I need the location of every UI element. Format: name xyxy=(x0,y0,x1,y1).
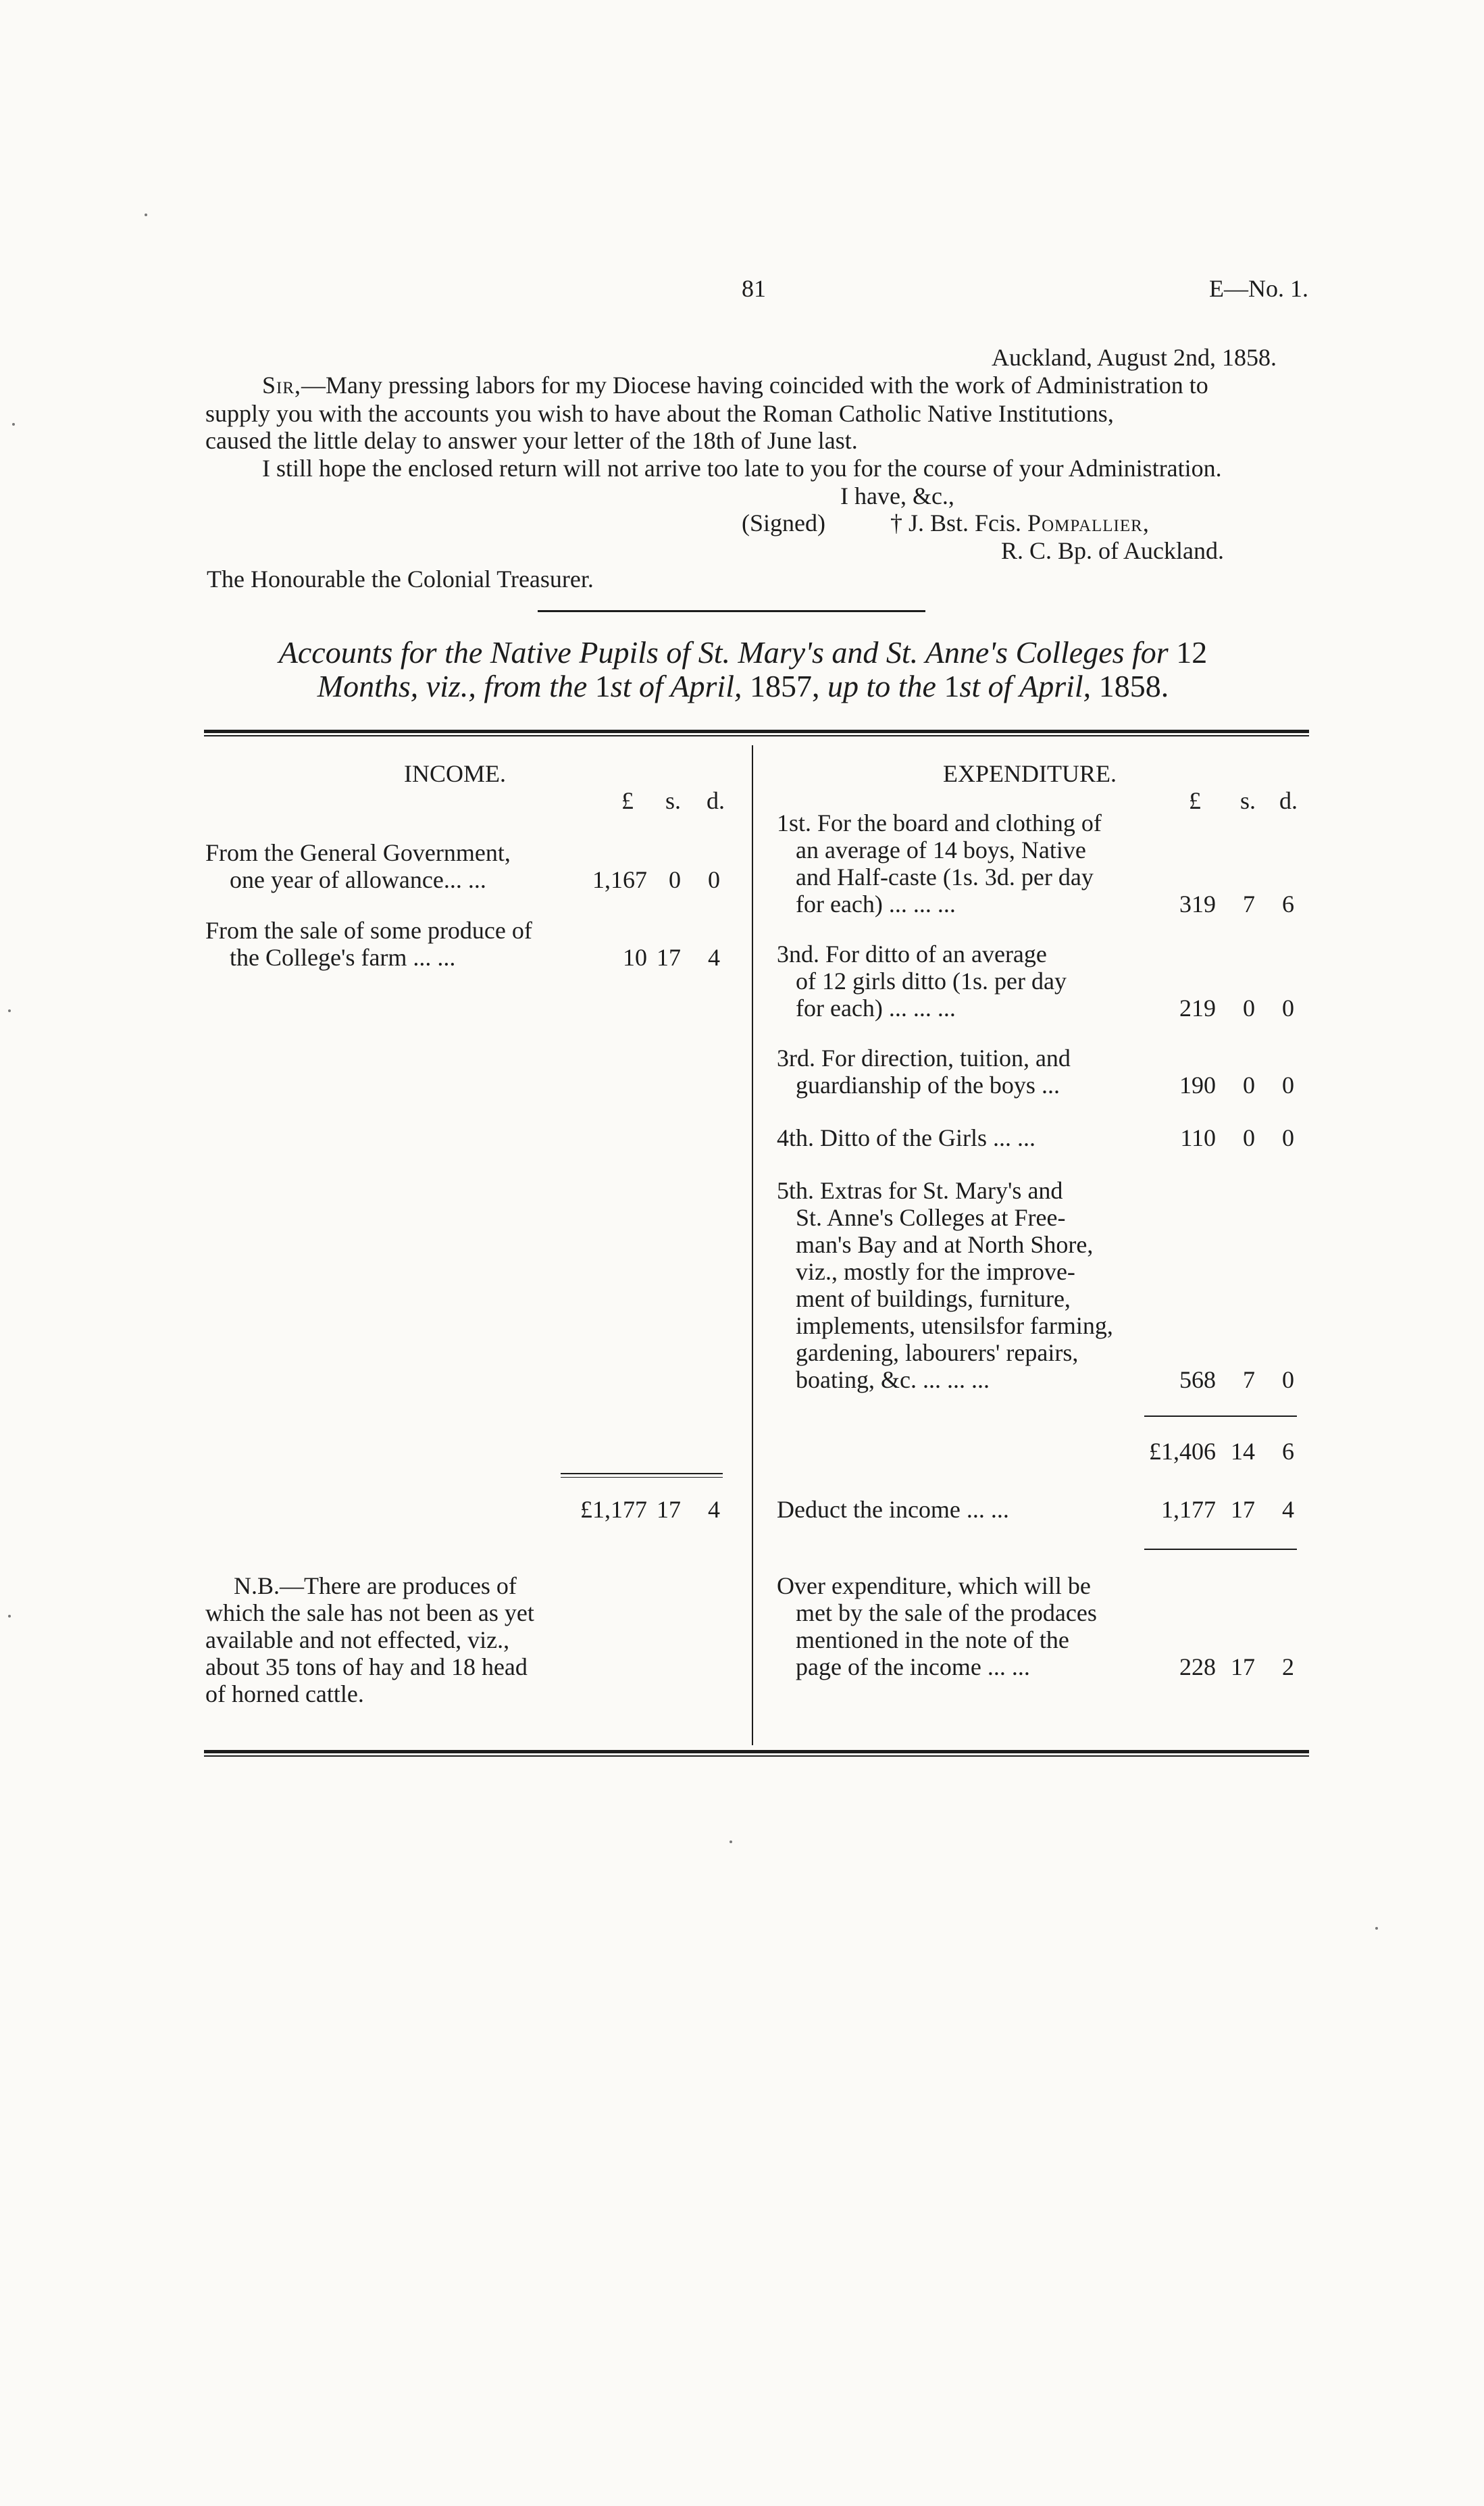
expenditure-item-3-shillings: 0 xyxy=(1243,1072,1255,1099)
scan-speck xyxy=(8,1009,11,1012)
addressee: The Honourable the Colonial Treasurer. xyxy=(207,566,594,593)
expenditure-item-1-pence: 6 xyxy=(1282,891,1294,918)
income-item-1-line-1: From the General Government, xyxy=(205,839,511,866)
scan-speck xyxy=(1375,1927,1378,1930)
expenditure-item-2-line: 3nd. For ditto of an average xyxy=(777,941,1047,968)
expenditure-item-1-line: for each) ... ... ... xyxy=(796,891,956,918)
income-note-line: available and not effected, viz., xyxy=(205,1626,510,1653)
letter-line-3: caused the little delay to answer your letter of the 18th of June last. xyxy=(205,427,858,454)
expenditure-item-5-pounds: 568 xyxy=(1179,1366,1216,1393)
letter-closing: I have, &c., xyxy=(840,482,954,509)
expenditure-item-5-line: boating, &c. ... ... ... xyxy=(796,1366,990,1393)
deduct-income-shillings: 17 xyxy=(1231,1496,1255,1523)
over-expenditure-line: page of the income ... ... xyxy=(796,1653,1030,1680)
expenditure-item-2-line: of 12 girls ditto (1s. per day xyxy=(796,968,1067,995)
signed-label: (Signed) xyxy=(742,509,825,536)
income-item-2-line-1: From the sale of some produce of xyxy=(205,917,532,944)
expenditure-item-2-shillings: 0 xyxy=(1243,995,1255,1022)
expenditure-item-2-pence: 0 xyxy=(1282,995,1294,1022)
expenditure-item-5-line: St. Anne's Colleges at Free- xyxy=(796,1204,1066,1231)
expenditure-col-pence: d. xyxy=(1279,787,1298,814)
income-col-shillings: s. xyxy=(665,787,682,814)
letter-line-2: supply you with the accounts you wish to have about the Roman Catholic Native Institutions, xyxy=(205,400,1114,427)
letter-place-date: Auckland, August 2nd, 1858. xyxy=(992,344,1277,371)
income-item-2-shillings: 17 xyxy=(657,944,681,971)
expenditure-item-5-line: gardening, labourers' repairs, xyxy=(796,1339,1079,1366)
expenditure-item-1-line: and Half-caste (1s. 3d. per day xyxy=(796,863,1094,891)
income-total-rule-thin xyxy=(561,1477,723,1478)
page-number: 81 xyxy=(742,275,766,302)
scan-speck xyxy=(8,1615,11,1618)
expenditure-item-3-line: guardianship of the boys ... xyxy=(796,1072,1060,1099)
scan-speck xyxy=(730,1840,732,1843)
signature-name: Pompallier, xyxy=(1027,509,1150,536)
expenditure-item-4-shillings: 0 xyxy=(1243,1124,1255,1151)
income-col-pounds: £ xyxy=(621,787,634,814)
expenditure-item-1-line: 1st. For the board and clothing of xyxy=(777,809,1102,836)
expenditure-item-3-pounds: 190 xyxy=(1179,1072,1216,1099)
expenditure-item-1-line: an average of 14 boys, Native xyxy=(796,836,1086,863)
expenditure-total-rule xyxy=(1144,1415,1297,1417)
expenditure-item-2-line: for each) ... ... ... xyxy=(796,995,956,1022)
title-separator-rule xyxy=(538,610,925,612)
expenditure-heading: EXPENDITURE. xyxy=(943,760,1117,787)
expenditure-item-5-line: implements, utensilsfor farming, xyxy=(796,1312,1113,1339)
expenditure-item-5-shillings: 7 xyxy=(1243,1366,1255,1393)
scan-speck xyxy=(12,423,15,426)
income-item-1-pence: 0 xyxy=(708,866,720,893)
accounts-title-line-1: Accounts for the Native Pupils of St. Mary's and St. Anne's Colleges for 12 xyxy=(278,635,1208,670)
scan-speck xyxy=(145,214,147,216)
income-item-2-pence: 4 xyxy=(708,944,720,971)
signature-prefix: † J. Bst. Fcis. xyxy=(890,509,1022,536)
income-col-pence: d. xyxy=(707,787,725,814)
signature-title: R. C. Bp. of Auckland. xyxy=(1001,537,1224,564)
expenditure-item-4-pence: 0 xyxy=(1282,1124,1294,1151)
income-item-2-pounds: 10 xyxy=(623,944,647,971)
expenditure-item-3-pence: 0 xyxy=(1282,1072,1294,1099)
expenditure-item-4-line: 4th. Ditto of the Girls ... ... xyxy=(777,1124,1035,1151)
expenditure-item-1-pounds: 319 xyxy=(1179,891,1216,918)
letter-salutation: Sir, xyxy=(262,372,302,399)
expenditure-item-5-line: man's Bay and at North Shore, xyxy=(796,1231,1094,1258)
signature-line xyxy=(890,508,1150,538)
expenditure-item-5-pence: 0 xyxy=(1282,1366,1294,1393)
income-note-line: of horned cattle. xyxy=(205,1680,364,1707)
letter-first-line xyxy=(262,370,1208,400)
expenditure-item-1-shillings: 7 xyxy=(1243,891,1255,918)
table-bottom-rule-thin xyxy=(204,1755,1309,1757)
table-column-divider xyxy=(752,745,753,1745)
expenditure-item-5-line: viz., mostly for the improve- xyxy=(796,1258,1075,1285)
expenditure-total-pence: 6 xyxy=(1282,1438,1294,1465)
income-note-line: about 35 tons of hay and 18 head xyxy=(205,1653,528,1680)
letter-line-1: —Many pressing labors for my Diocese having coincided with the work of Administration to xyxy=(301,372,1208,399)
income-item-1-line-2: one year of allowance... ... xyxy=(230,866,486,893)
deduct-income-pounds: 1,177 xyxy=(1161,1496,1216,1523)
expenditure-col-pounds: £ xyxy=(1189,787,1201,814)
income-note-line: N.B.—There are produces of xyxy=(234,1572,517,1599)
over-expenditure-shillings: 17 xyxy=(1231,1653,1255,1680)
income-total-pence: 4 xyxy=(708,1496,720,1523)
over-expenditure-rule xyxy=(1144,1549,1297,1550)
expenditure-total-pounds: £1,406 xyxy=(1149,1438,1216,1465)
over-expenditure-pence: 2 xyxy=(1282,1653,1294,1680)
income-item-1-pounds: 1,167 xyxy=(592,866,647,893)
letter-line-4: I still hope the enclosed return will not arrive too late to you for the course of your Administration. xyxy=(262,455,1222,482)
income-item-1-shillings: 0 xyxy=(669,866,681,893)
expenditure-item-5-line: 5th. Extras for St. Mary's and xyxy=(777,1177,1063,1204)
income-item-2-line-2: the College's farm ... ... xyxy=(230,944,456,971)
expenditure-item-4-pounds: 110 xyxy=(1180,1124,1216,1151)
income-total-rule xyxy=(561,1473,723,1474)
document-reference: E—No. 1. xyxy=(1209,275,1308,302)
accounts-title-line-2: Months, viz., from the 1st of April, 1857, up to the 1st of April, 1858. xyxy=(317,669,1169,703)
table-top-rule-thin xyxy=(204,735,1309,736)
table-top-rule xyxy=(204,730,1309,733)
over-expenditure-pounds: 228 xyxy=(1179,1653,1216,1680)
income-note-line: which the sale has not been as yet xyxy=(205,1599,534,1626)
over-expenditure-line: Over expenditure, which will be xyxy=(777,1572,1091,1599)
income-total-shillings: 17 xyxy=(657,1496,681,1523)
deduct-income-pence: 4 xyxy=(1282,1496,1294,1523)
expenditure-item-2-pounds: 219 xyxy=(1179,995,1216,1022)
expenditure-col-shillings: s. xyxy=(1240,787,1256,814)
expenditure-item-5-line: ment of buildings, furniture, xyxy=(796,1285,1071,1312)
over-expenditure-line: mentioned in the note of the xyxy=(796,1626,1069,1653)
expenditure-item-3-line: 3rd. For direction, tuition, and xyxy=(777,1045,1071,1072)
table-bottom-rule xyxy=(204,1750,1309,1753)
over-expenditure-line: met by the sale of the prodaces xyxy=(796,1599,1097,1626)
income-total-pounds: £1,177 xyxy=(580,1496,647,1523)
income-heading: INCOME. xyxy=(404,760,506,787)
deduct-income-label: Deduct the income ... ... xyxy=(777,1496,1009,1523)
expenditure-total-shillings: 14 xyxy=(1231,1438,1255,1465)
